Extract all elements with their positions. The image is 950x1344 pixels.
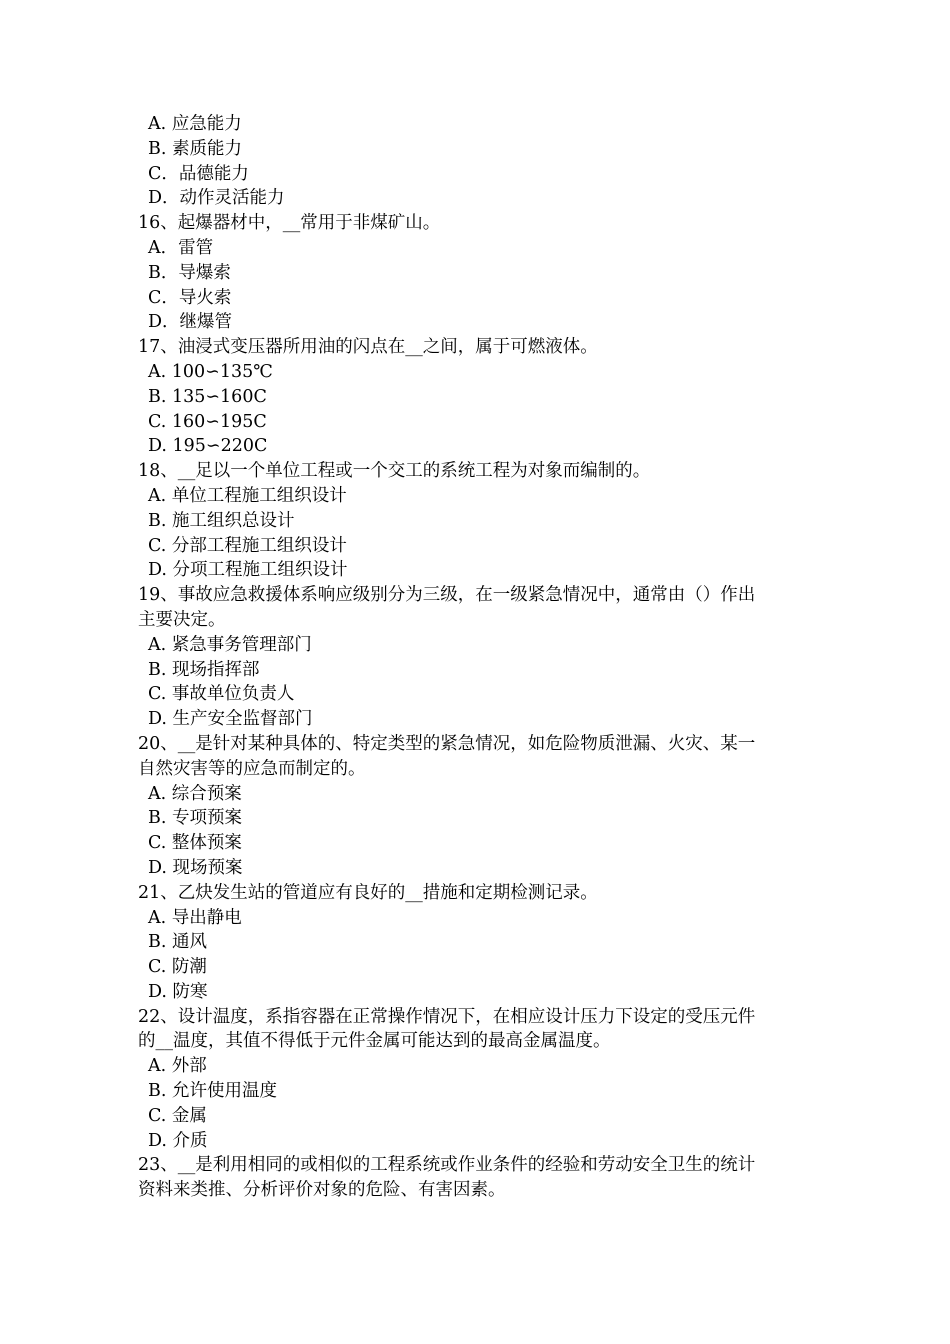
- answer-option: B. 现场指挥部: [148, 659, 260, 680]
- answer-option: C. 金属: [148, 1105, 207, 1126]
- answer-option: B. 施工组织总设计: [148, 510, 295, 531]
- answer-option: D. 防寒: [148, 981, 208, 1002]
- answer-option: A. 综合预案: [148, 783, 242, 804]
- question-text: 23、__是利用相同的或相似的工程系统或作业条件的经验和劳动安全卫生的统计: [138, 1155, 756, 1176]
- question-text: 主要决定。: [138, 609, 226, 630]
- answer-option: A. 单位工程施工组织设计: [148, 485, 347, 506]
- answer-option: D. 生产安全监督部门: [148, 709, 313, 730]
- answer-option: D．继爆管: [148, 312, 233, 333]
- answer-option: A. 导出静电: [148, 907, 242, 928]
- answer-option: D. 分项工程施工组织设计: [148, 560, 348, 581]
- answer-option: C. 分部工程施工组织设计: [148, 535, 347, 556]
- answer-option: C．导火索: [148, 287, 232, 308]
- answer-option: A. 紧急事务管理部门: [148, 634, 312, 655]
- answer-option: D. 现场预案: [148, 857, 243, 878]
- question-text: 19、事故应急救援体系响应级别分为三级，在一级紧急情况中，通常由（）作出: [138, 585, 756, 606]
- answer-option: B. 通风: [148, 932, 207, 953]
- answer-option: B. 专项预案: [148, 808, 242, 829]
- answer-option: C. 160∽195C: [148, 411, 267, 432]
- question-text: 16、起爆器材中，__常用于非煤矿山。: [138, 213, 441, 234]
- question-text: 18、__足以一个单位工程或一个交工的系统工程为对象而编制的。: [138, 461, 651, 482]
- answer-option: C. 防潮: [148, 957, 207, 978]
- question-text: 资料来类推、分析评价对象的危险、有害因素。: [138, 1180, 506, 1201]
- answer-option: D．动作灵活能力: [148, 188, 285, 209]
- question-text: 20、__是针对某种具体的、特定类型的紧急情况，如危险物质泄漏、火灾、某一: [138, 733, 756, 754]
- answer-option: A. 外部: [148, 1056, 207, 1077]
- answer-option: B. 135∽160C: [148, 386, 267, 407]
- question-text: 21、乙炔发生站的管道应有良好的__措施和定期检测记录。: [138, 882, 598, 903]
- answer-option: A．雷管: [148, 237, 214, 258]
- question-text: 22、设计温度，系指容器在正常操作情况下，在相应设计压力下设定的受压元件: [138, 1006, 756, 1027]
- question-list: [138, 112, 818, 1203]
- answer-option: A. 100∽135℃: [148, 361, 273, 382]
- answer-option: C．品德能力: [148, 163, 249, 184]
- question-text: 17、油浸式变压器所用油的闪点在__之间，属于可燃液体。: [138, 337, 598, 358]
- answer-option: B. 素质能力: [148, 138, 242, 159]
- answer-option: C. 事故单位负责人: [148, 684, 295, 705]
- question-text: 自然灾害等的应急而制定的。: [138, 758, 366, 779]
- answer-option: C. 整体预案: [148, 833, 242, 854]
- answer-option: D. 介质: [148, 1130, 208, 1151]
- answer-option: B. 允许使用温度: [148, 1081, 277, 1102]
- question-text: 的__温度，其值不得低于元件金属可能达到的最高金属温度。: [138, 1031, 611, 1052]
- answer-option: D. 195∽220C: [148, 436, 268, 457]
- answer-option: A. 应急能力: [148, 114, 242, 134]
- answer-option: B．导爆索: [148, 262, 231, 283]
